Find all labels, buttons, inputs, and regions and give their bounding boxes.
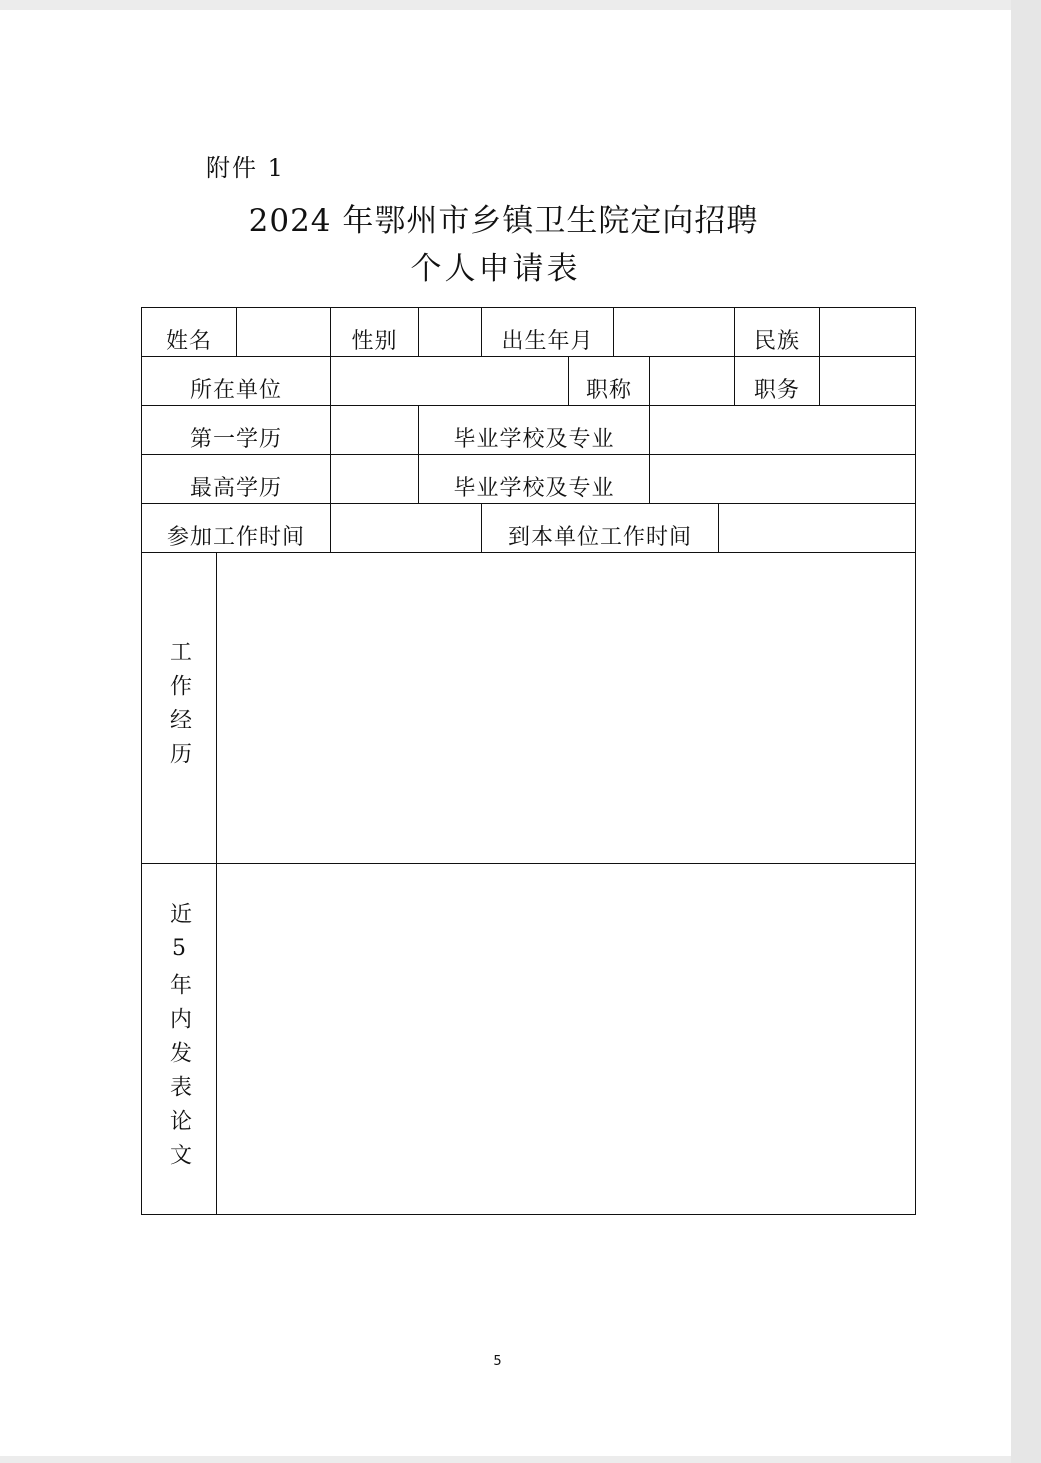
highest-school-major-field[interactable] — [650, 455, 915, 504]
papers-field[interactable] — [217, 864, 915, 1214]
work-experience-label: 工作经历 — [142, 553, 217, 864]
name-field[interactable] — [237, 308, 331, 357]
gender-label: 性别 — [331, 308, 419, 357]
application-form-table — [141, 307, 916, 1215]
unit-field[interactable] — [331, 357, 569, 406]
name-label: 姓名 — [142, 308, 237, 357]
highest-degree-field[interactable] — [331, 455, 419, 504]
unit-start-label: 到本单位工作时间 — [482, 504, 719, 553]
professional-title-label: 职称 — [569, 357, 650, 406]
unit-label: 所在单位 — [142, 357, 331, 406]
birth-label: 出生年月 — [482, 308, 614, 357]
document-title: 2024 年鄂州市乡镇卫生院定向招聘 — [248, 203, 759, 239]
first-degree-label: 第一学历 — [142, 406, 331, 455]
first-degree-field[interactable] — [331, 406, 419, 455]
highest-degree-label: 最高学历 — [142, 455, 331, 504]
page-edge-shadow — [1011, 0, 1041, 1463]
unit-start-field[interactable] — [719, 504, 915, 553]
work-experience-field[interactable] — [217, 553, 915, 864]
professional-title-field[interactable] — [650, 357, 735, 406]
ethnicity-label: 民族 — [735, 308, 820, 357]
position-field[interactable] — [820, 357, 915, 406]
first-school-major-label: 毕业学校及专业 — [419, 406, 650, 455]
document-page — [0, 10, 1011, 1456]
work-start-field[interactable] — [331, 504, 482, 553]
gender-field[interactable] — [419, 308, 482, 357]
ethnicity-field[interactable] — [820, 308, 915, 357]
document-subtitle: 个人申请表 — [410, 251, 581, 287]
first-school-major-field[interactable] — [650, 406, 915, 455]
birth-field[interactable] — [614, 308, 735, 357]
attachment-label: 附件 1 — [206, 154, 285, 182]
highest-school-major-label: 毕业学校及专业 — [419, 455, 650, 504]
position-label: 职务 — [735, 357, 820, 406]
page-number: 5 — [493, 1354, 502, 1369]
papers-label: 近5年内发表论文 — [142, 864, 217, 1214]
work-start-label: 参加工作时间 — [142, 504, 331, 553]
